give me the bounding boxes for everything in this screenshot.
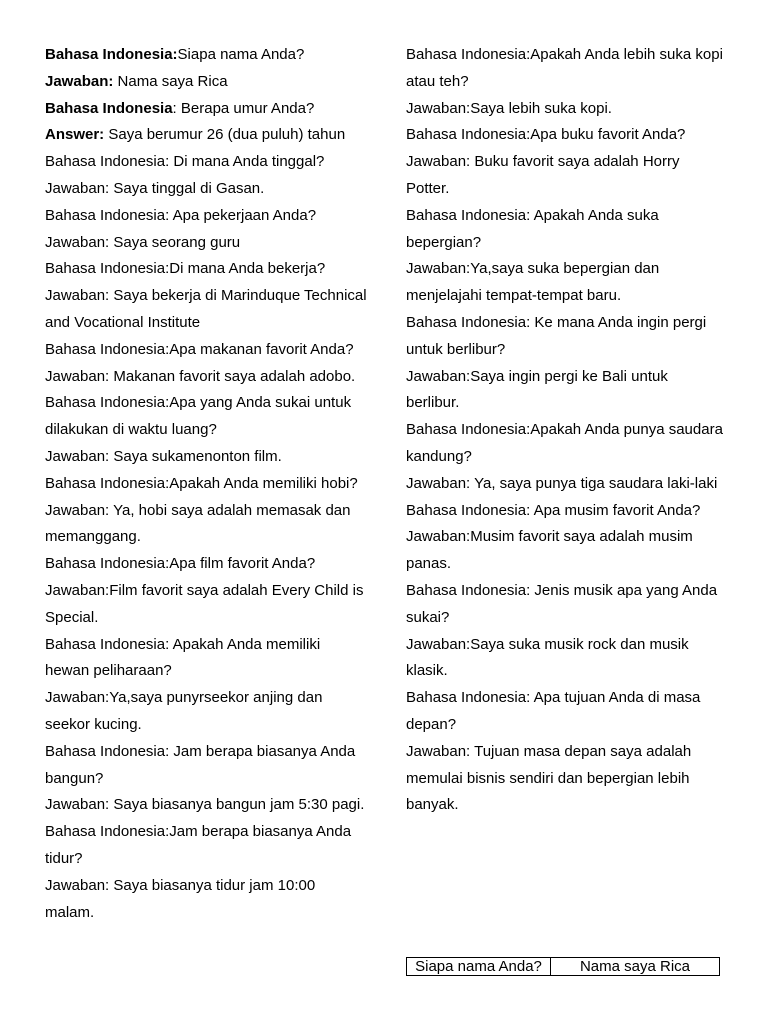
qa-text: Bahasa Indonesia: Apakah Anda suka bepergian?: [406, 206, 663, 251]
qa-line: [406, 498, 724, 525]
qa-text: Nama saya Rica: [113, 72, 228, 90]
qa-text: : Berapa umur Anda?: [172, 99, 315, 117]
qa-line: [45, 176, 367, 203]
qa-text: Bahasa Indonesia: Apa pekerjaan Anda?: [45, 206, 317, 224]
table-cell-answer: Nama saya Rica: [551, 958, 720, 976]
qa-line: [406, 42, 728, 96]
qa-line: [45, 739, 367, 793]
qa-text: Bahasa Indonesia:Apakah Anda memiliki hobi?: [45, 474, 358, 492]
qa-label: Bahasa Indonesia: [45, 99, 173, 117]
qa-line: [406, 203, 724, 257]
qa-line: [406, 149, 724, 203]
qa-line: [406, 364, 724, 418]
qa-line: [45, 230, 367, 257]
qa-text: Bahasa Indonesia:Apa buku favorit Anda?: [406, 126, 686, 144]
qa-text: Jawaban: Saya biasanya bangun jam 5:30 pagi.: [45, 796, 365, 814]
qa-line: [406, 122, 724, 149]
qa-line: [45, 792, 367, 819]
qa-line: [45, 444, 367, 471]
qa-line: [406, 256, 724, 310]
qa-line: [45, 551, 367, 578]
qa-text: Bahasa Indonesia: Apakah Anda memiliki hewan peliharaan?: [45, 635, 325, 680]
qa-line: [45, 283, 371, 337]
qa-text: Bahasa Indonesia:Apa makanan favorit Anda?: [45, 340, 354, 358]
qa-text: Jawaban: Tujuan masa depan saya adalah memulai bisnis sendiri dan bepergian lebih banyak.: [406, 742, 696, 814]
qa-line: [406, 632, 724, 686]
qa-text: Jawaban: Buku favorit saya adalah Horry Potter.: [406, 153, 684, 197]
qa-text: Jawaban:Saya lebih suka kopi.: [406, 99, 612, 117]
qa-text: Bahasa Indonesia: Jam berapa biasanya Anda bangun?: [45, 742, 360, 787]
qa-text: Bahasa Indonesia: Apa tujuan Anda di masa depan?: [406, 689, 705, 733]
qa-line: [45, 873, 367, 927]
qa-label: Jawaban:: [45, 72, 114, 90]
qa-line: [406, 310, 724, 364]
qa-text: Jawaban:Film favorit saya adalah Every Child is Special.: [45, 581, 368, 626]
qa-text: Jawaban: Ya, saya punya tiga saudara laki-laki: [406, 474, 718, 492]
qa-text: Jawaban: Saya bekerja di Marinduque Technical and Vocational Institute: [45, 287, 371, 331]
qa-text: Bahasa Indonesia:Apa yang Anda sukai untuk dilakukan di waktu luang?: [45, 394, 356, 439]
qa-line: [45, 42, 367, 69]
qa-text: Jawaban:Saya suka musik rock dan musik klasik.: [406, 635, 693, 680]
qa-text: Jawaban: Makanan favorit saya adalah adobo.: [45, 367, 356, 385]
qa-line: [45, 122, 367, 149]
qa-line: [45, 337, 367, 364]
qa-line: [45, 96, 367, 123]
qa-line: [45, 685, 367, 739]
left-qa-column: [45, 42, 371, 926]
qa-line: [45, 69, 367, 96]
qa-line: [45, 471, 367, 498]
qa-text: Jawaban: Saya seorang guru: [45, 233, 241, 251]
qa-line: [45, 364, 367, 391]
qa-line: [45, 203, 367, 230]
qa-text: Jawaban:Ya,saya suka bepergian dan menjelajahi tempat-tempat baru.: [406, 260, 664, 305]
qa-text: Bahasa Indonesia: Jenis musik apa yang Anda sukai?: [406, 581, 722, 626]
qa-label: Answer:: [45, 126, 105, 144]
qa-text: Jawaban:Musim favorit saya adalah musim panas.: [406, 528, 697, 573]
qa-line: [45, 498, 367, 552]
qa-line: [45, 632, 367, 686]
qa-text: Jawaban:Saya ingin pergi ke Bali untuk berlibur.: [406, 367, 673, 412]
qa-line: [406, 524, 724, 578]
qa-text: Bahasa Indonesia:Jam berapa biasanya Anda tidur?: [45, 823, 356, 867]
qa-line: [406, 739, 724, 819]
qa-line: [406, 417, 728, 471]
qa-line: [406, 96, 724, 123]
qa-text: Bahasa Indonesia:Di mana Anda bekerja?: [45, 260, 326, 278]
qa-line: [406, 578, 724, 632]
qa-line: [45, 578, 367, 632]
qa-text: Jawaban: Saya sukamenonton film.: [45, 447, 282, 465]
qa-text: Jawaban: Saya tinggal di Gasan.: [45, 179, 265, 197]
table-row: [407, 958, 720, 976]
right-qa-column: [406, 42, 728, 819]
qa-label: Bahasa Indonesia:: [45, 46, 178, 63]
qa-line: [406, 685, 724, 739]
qa-line: [45, 256, 367, 283]
qa-text: Bahasa Indonesia: Di mana Anda tinggal?: [45, 153, 325, 171]
qa-line: [45, 149, 367, 176]
qa-text: Bahasa Indonesia:Apa film favorit Anda?: [45, 555, 316, 573]
qa-text: Siapa nama Anda?: [177, 46, 305, 63]
qa-line: [45, 390, 367, 444]
table-cell-question: Siapa nama Anda?: [407, 958, 551, 976]
qa-text: Jawaban: Saya biasanya tidur jam 10:00 malam.: [45, 876, 320, 921]
qa-line: [406, 471, 724, 498]
qa-text: Jawaban: Ya, hobi saya adalah memasak dan memanggang.: [45, 501, 355, 546]
qa-text: Bahasa Indonesia:Apakah Anda punya saudara kandung?: [406, 421, 728, 465]
qa-text: Saya berumur 26 (dua puluh) tahun: [104, 126, 346, 144]
qa-table: [406, 957, 720, 976]
qa-text: Jawaban:Ya,saya punyrseekor anjing dan seekor kucing.: [45, 689, 327, 733]
qa-text: Bahasa Indonesia:Apakah Anda lebih suka kopi atau teh?: [406, 46, 728, 90]
qa-line: [45, 819, 367, 873]
qa-text: Bahasa Indonesia: Ke mana Anda ingin pergi untuk berlibur?: [406, 313, 711, 358]
qa-text: Bahasa Indonesia: Apa musim favorit Anda?: [406, 501, 701, 519]
